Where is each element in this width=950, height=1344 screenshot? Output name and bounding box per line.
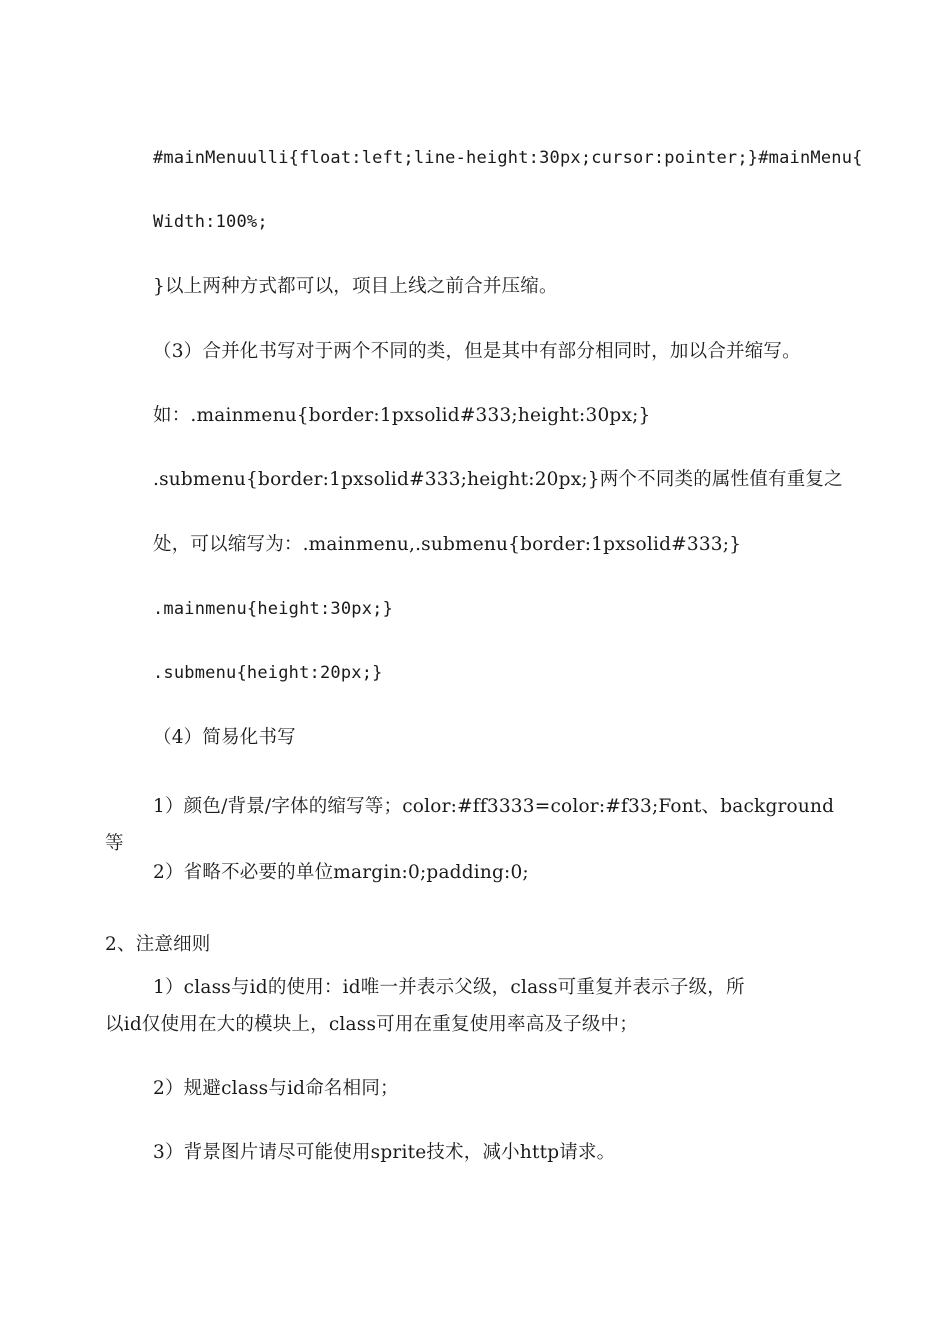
- list-item-color-shorthand: 1）颜色/背景/字体的缩写等；color:#ff3333=color:#f33;Font、background: [153, 796, 835, 817]
- list-item-avoid-same-names: 2）规避class与id命名相同；: [153, 1078, 399, 1099]
- css-line-submenu-height: .submenu{height:20px;}: [153, 663, 383, 683]
- css-line-width: Width:100%;: [153, 212, 268, 232]
- example-shorthand: 处，可以缩写为：.mainmenu,.submenu{border:1pxsolid#333;}: [153, 534, 742, 555]
- heading-simple-writing: （4）简易化书写: [153, 727, 296, 748]
- section-heading-notes: 2、注意细则: [105, 934, 211, 955]
- example-mainmenu: 如：.mainmenu{border:1pxsolid#333;height:30px;}: [153, 405, 651, 426]
- list-item-omit-units: 2）省略不必要的单位margin:0;padding:0;: [153, 862, 529, 883]
- list-item-sprite-technique: 3）背景图片请尽可能使用sprite技术，减小http请求。: [153, 1142, 616, 1163]
- list-item-class-id-usage: 1）class与id的使用：id唯一并表示父级，class可重复并表示子级，所: [153, 977, 745, 998]
- css-line-mainmenu-li: #mainMenuulli{float:left;line-height:30px;cursor:pointer;}#mainMenu{: [153, 148, 863, 168]
- heading-merge-writing: （3）合并化书写对于两个不同的类，但是其中有部分相同时，加以合并缩写。: [153, 341, 801, 362]
- list-item-color-shorthand-continued: 等: [105, 833, 124, 854]
- paragraph-merge-compress: }以上两种方式都可以，项目上线之前合并压缩。: [153, 276, 558, 297]
- list-item-class-id-usage-continued: 以id仅使用在大的模块上，class可用在重复使用率高及子级中；: [105, 1014, 638, 1035]
- example-submenu: .submenu{border:1pxsolid#333;height:20px;}两个不同类的属性值有重复之: [153, 469, 843, 490]
- css-line-mainmenu-height: .mainmenu{height:30px;}: [153, 599, 394, 619]
